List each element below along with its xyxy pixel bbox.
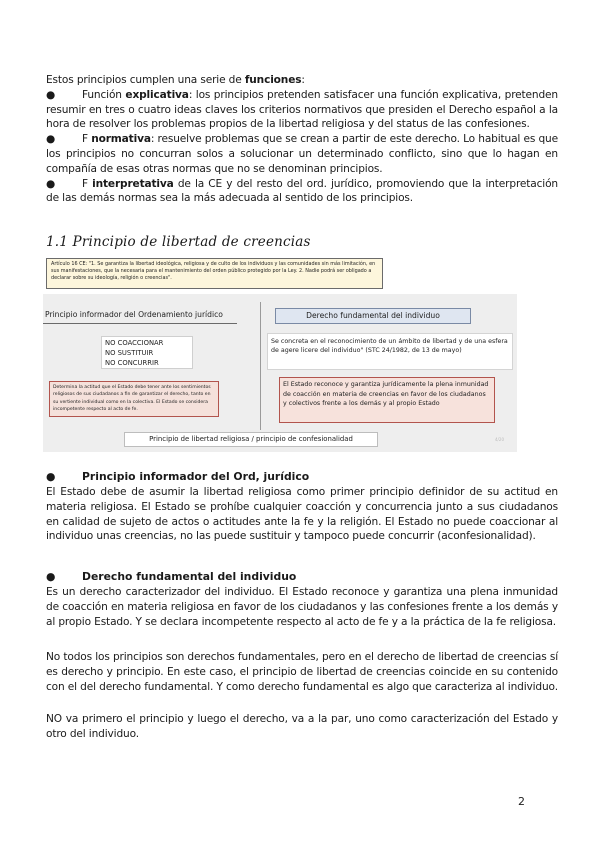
- function-item-normativa: [46, 132, 558, 176]
- principio-body: El Estado debe de asumir la libertad religiosa como primer principio definidor de su actitud en materia religiosa. El Estado se prohíbe cualquier coacción y concurrencia junto a sus ciudadanos en calidad de sujeto de actos o actitudes ante la fe y la religión. El Estado no puede coaccionar al individuo unas creencias, no las puede sustituir y tampoco puede concurrir (aconfesionalidad).: [46, 486, 558, 543]
- slide-mark: 4/20: [495, 437, 504, 442]
- bottom-label: Principio de libertad religiosa / principio de confesionalidad: [124, 432, 378, 447]
- functions-intro: [46, 73, 558, 206]
- bullet-icon: ●: [46, 133, 56, 146]
- item-term: explicativa: [125, 88, 189, 101]
- no-item: NO CONCURRIR: [105, 358, 159, 367]
- concept-figure: [43, 256, 517, 452]
- item-term: interpretativa: [92, 177, 174, 190]
- bullet-icon: ●: [46, 88, 56, 101]
- right-column-header: Derecho fundamental del individuo: [275, 308, 471, 324]
- item-text: de la CE y del resto del ord. jurídico, promoviendo que la interpretación de las demás normas sea la más adecuada al sentido de los principios.: [46, 177, 558, 205]
- state-attitude-box: Determina la actitud que el Estado debe tener ante los sentimientos religiosos de sus ciudadanos a fin de garantizar el derecho, tanto en su vertiente individual como en la colectiva. El Estado se considera incompetente respecto al acto de fe.: [49, 381, 219, 417]
- column-divider: [260, 302, 261, 430]
- reconoce-box: El Estado reconoce y garantiza jurídicamente la plena inmunidad de coacción en materia de creencias en favor de los ciudadanos y colectivos frente a los demás y al propio Estado: [279, 377, 495, 423]
- section-heading: 1.1 Principio de libertad de creencias: [46, 234, 311, 250]
- derecho-body: Es un derecho caracterizador del individuo. El Estado reconoce y garantiza una plena inmunidad de coacción en materia religiosa en favor de los ciudadanos y las confesiones frente a los demás y al propio Estado. Y se declara incompetente respecto al acto de fe y a la práctica de la fe religiosa.: [46, 586, 558, 628]
- derecho-title-text: Derecho fundamental del individuo: [82, 570, 297, 583]
- principio-title: [46, 470, 309, 485]
- lead-bold: funciones: [244, 74, 302, 86]
- no-item: NO COACCIONAR: [105, 339, 164, 347]
- item-prefix: F: [82, 177, 93, 190]
- left-column-header: Principio informador del Ordenamiento jurídico: [43, 308, 237, 324]
- bullet-icon: ●: [46, 570, 56, 583]
- article-16-box: Artículo 16 CE: "1. Se garantiza la libertad ideológica, religiosa y de culto de los individuos y las comunidades sin más limitación, en sus manifestaciones, que la necesaria para el mantenimiento del orden público protegido por la Ley. 2. Nadie podrá ser obligado a declarar sobre su ideología, religión o creencias".: [46, 258, 383, 289]
- no-item: NO SUSTITUIR: [105, 348, 154, 357]
- item-text: : los principios pretenden satisfacer una función explicativa, pretenden resumir en tres o cuatro ideas claves los criterios normativos que presiden el Derecho español a la hora de resolver los problemas propios de la libertad religiosa y del status de las confesiones.: [46, 88, 558, 131]
- page-number: 2: [518, 795, 525, 808]
- lead-colon: :: [301, 74, 305, 86]
- function-item-explicativa: [46, 88, 558, 132]
- item-term: normativa: [91, 133, 151, 146]
- item-prefix: Función: [82, 88, 126, 101]
- principio-title-text: Principio informador del Ord, jurídico: [82, 470, 310, 483]
- no-actions-list: [101, 336, 193, 369]
- functions-lead: [46, 73, 558, 88]
- derecho-title: [46, 570, 296, 585]
- lead-text: Estos principios cumplen una serie de: [46, 74, 245, 86]
- bullet-icon: ●: [46, 470, 56, 483]
- item-text: : resuelve problemas que se crean a partir de este derecho. Lo habitual es que los principios no concurran solos a solucionar un determinado conflicto, sino que lo hagan en compañía de esas otras normas que no se denominan principios.: [46, 133, 558, 175]
- item-prefix: F: [82, 133, 92, 146]
- concreta-box: Se concreta en el reconocimiento de un ámbito de libertad y de una esfera de agere licere del individuo" (STC 24/1982, de 13 de mayo): [267, 333, 513, 370]
- function-item-interpretativa: [46, 177, 558, 207]
- bullet-icon: ●: [46, 177, 56, 190]
- fundamentales-paragraph: No todos los principios son derechos fundamentales, pero en el derecho de libertad de creencias sí es derecho y principio. En este caso, el principio de libertad de creencias coincide en su contenido con el del derecho fundamental. Y como derecho fundamental es algo que caracteriza al individuo.: [46, 651, 558, 693]
- no-paragraph: NO va primero el principio y luego el derecho, va a la par, uno como caracterización del Estado y otro del individuo.: [46, 713, 558, 740]
